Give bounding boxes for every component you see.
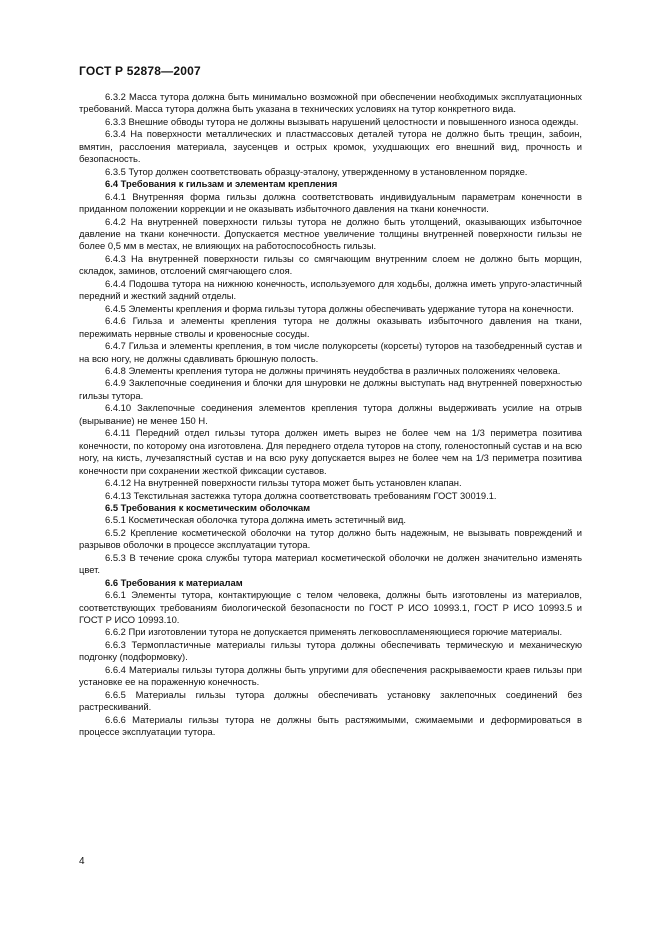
document-body <box>79 91 582 739</box>
paragraph: 6.3.5 Тутор должен соответствовать образцу-эталону, утвержденному в установленном порядке. <box>105 165 528 177</box>
paragraph: 6.5.3 В течение срока службы тутора материал косметической оболочки не должен значительно изменять цвет. <box>79 551 582 576</box>
paragraph: 6.4.4 Подошва тутора на нижнюю конечность, используемого для ходьбы, должна иметь упруго-эластичный передний и жесткий задний отделы. <box>79 277 582 302</box>
section-heading: 6.5 Требования к косметическим оболочкам <box>105 501 311 513</box>
paragraph: 6.6.3 Термопластичные материалы гильзы тутора должны обеспечивать термическую и механическую подгонку (подформовку). <box>79 638 582 663</box>
paragraph: 6.4.3 На внутренней поверхности гильзы со смягчающим внутренним слоем не должно быть морщин, складок, заминов, отслоений смягчающего слоя. <box>79 252 582 277</box>
document-header: ГОСТ Р 52878—2007 <box>79 64 201 78</box>
paragraph: 6.4.5 Элементы крепления и форма гильзы тутора должны обеспечивать удержание тутора на конечности. <box>105 302 574 314</box>
paragraph: 6.4.7 Гильза и элементы крепления, в том числе полукорсеты (корсеты) туторов на тазобедренный сустав и на всю ногу, не должны сдавливать брюшную полость. <box>79 340 582 364</box>
section-heading: 6.6 Требования к материалам <box>105 576 243 588</box>
paragraph: 6.6.1 Элементы тутора, контактирующие с телом человека, должны быть изготовлены из материалов, соответствующих требованиям биологической безопасности по ГОСТ Р ИСО 10993.1, ГОСТ Р ИСО 10993.5 и ГОСТ Р ИСО 10993.10. <box>79 589 582 626</box>
paragraph: 6.3.2 Масса тутора должна быть минимально возможной при обеспечении необходимых эксплуатационных требований. Масса тутора должна быть указана в технических условиях на тутор конкретного вида. <box>79 91 582 115</box>
paragraph: 6.4.9 Заклепочные соединения и блочки для шнуровки не должны выступать над внутренней поверхностью гильзы тутора. <box>79 377 582 401</box>
paragraph: 6.4.12 На внутренней поверхности гильзы тутора может быть установлен клапан. <box>105 477 462 489</box>
paragraph: 6.4.13 Текстильная застежка тутора должна соответствовать требованиям ГОСТ 30019.1. <box>105 489 497 501</box>
paragraph: 6.6.4 Материалы гильзы тутора должны быть упругими для обеспечения раскрываемости краев гильзы при установке ее на пораженную конечность. <box>79 663 582 688</box>
paragraph: 6.4.1 Внутренняя форма гильзы должна соответствовать индивидуальным параметрам конечности в приданном положении коррекции и не оказывать избыточного давления на ткани конечности. <box>79 190 582 215</box>
paragraph: 6.6.2 При изготовлении тутора не допускается применять легковоспламеняющиеся горючие материалы. <box>105 626 563 638</box>
paragraph: 6.5.2 Крепление косметической оболочки на тутор должно быть надежным, не вызывать повреждений и разрывов оболочки в процессе эксплуатации тутора. <box>79 526 582 551</box>
page-number: 4 <box>79 856 85 867</box>
paragraph: 6.4.10 Заклепочные соединения элементов крепления тутора должны выдерживать усилие на отрыв (вырывание) не менее 150 Н. <box>79 402 582 426</box>
paragraph: 6.6.5 Материалы гильзы тутора должны обеспечивать установку заклепочных соединений без растрескиваний. <box>79 688 582 713</box>
paragraph: 6.6.6 Материалы гильзы тутора не должны быть растяжимыми, сжимаемыми и деформироваться в процессе эксплуатации тутора. <box>79 713 582 738</box>
paragraph: 6.4.8 Элементы крепления тутора не должны причинять неудобства в различных положениях человека. <box>105 364 561 376</box>
paragraph: 6.5.1 Косметическая оболочка тутора должна иметь эстетичный вид. <box>105 514 407 526</box>
paragraph: 6.4.11 Передний отдел гильзы тутора должен иметь вырез не более чем на 1/3 периметра позитива конечности, по которому она изготовлена. Для переднего отдела туторов на стопу, голеностопный сустав и на всю ногу, на кисть, лучезапястный сустав и на всю руку допускается вырез не более чем на 1/3 периметра позитива конечности при сохранении жесткой фиксации суставов. <box>79 427 582 476</box>
paragraph: 6.4.2 На внутренней поверхности гильзы тутора не должно быть утолщений, оказывающих избыточное давление на ткани конечности. Допускается местное увеличение толщины внутренней поверхности гильзы не более 0,5 мм в местах, не влияющих на работоспособность гильзы. <box>79 215 582 252</box>
section-heading: 6.4 Требования к гильзам и элементам крепления <box>105 178 338 190</box>
paragraph: 6.3.3 Внешние обводы тутора не должны вызывать нарушений целостности и повышенного износа одежды. <box>105 115 579 127</box>
paragraph: 6.3.4 На поверхности металлических и пластмассовых деталей тутора не должно быть трещин, забоин, вмятин, расслоения материала, заусенцев и острых кромок, ухудшающих его внешний вид, прочность и безопасность. <box>79 128 582 165</box>
paragraph: 6.4.6 Гильза и элементы крепления тутора не должны оказывать избыточного давления на ткани, пережимать нервные стволы и кровеносные сосуды. <box>79 315 582 339</box>
